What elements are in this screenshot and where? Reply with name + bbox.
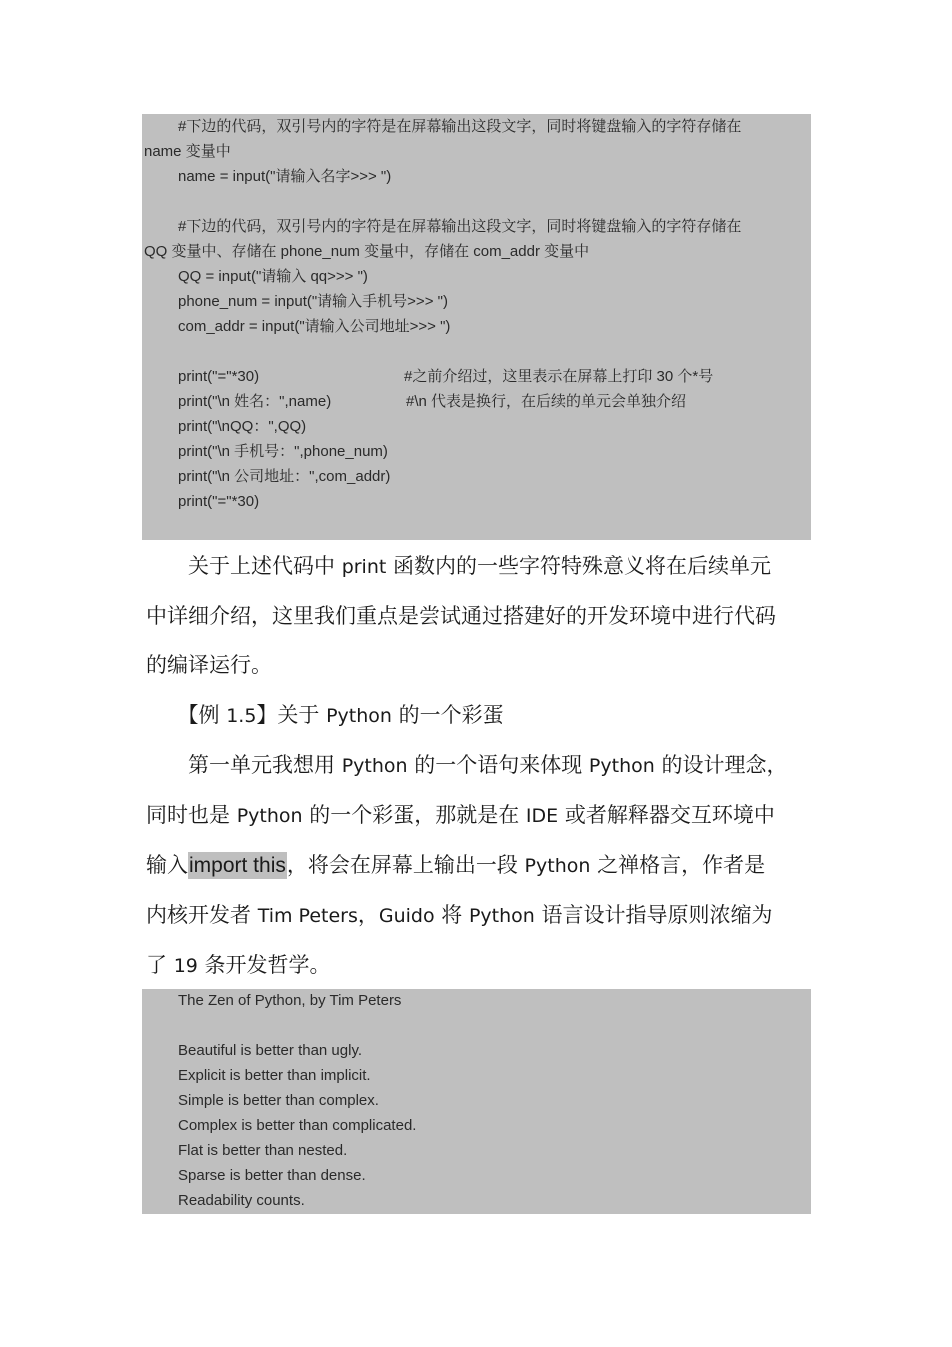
code-block-zen-of-python (142, 989, 811, 1214)
code-line: QQ = input("请输入 qq>>> ") (178, 268, 368, 285)
paragraph-line: 第一单元我想用 Python 的一个语句来体现 Python 的设计理念， (146, 753, 788, 777)
paragraph-line: 输入import this，将会在屏幕上输出一段 Python 之禅格言，作者是 (146, 853, 766, 877)
zen-line: Flat is better than nested. (178, 1142, 348, 1159)
code-line: print("\n 手机号：",phone_num) (178, 443, 388, 460)
code-inline-comment: #\n 代表是换行，在后续的单元会单独介绍 (406, 393, 687, 410)
code-line: phone_num = input("请输入手机号>>> ") (178, 293, 448, 310)
zen-title: The Zen of Python, by Tim Peters (178, 992, 402, 1009)
code-line: print("="*30) (178, 368, 260, 385)
paragraph-line: 中详细介绍，这里我们重点是尝试通过搭建好的开发环境中进行代码 (146, 604, 776, 628)
code-block-user-input (142, 114, 811, 540)
code-inline-comment: #之前介绍过，这里表示在屏幕上打印 30 个*号 (404, 368, 714, 385)
example-heading: 【例 1.5】关于 Python 的一个彩蛋 (146, 703, 504, 727)
code-comment-line-continued: QQ 变量中、存储在 phone_num 变量中，存储在 com_addr 变量中 (144, 243, 590, 260)
code-line: com_addr = input("请输入公司地址>>> ") (178, 318, 451, 335)
inline-code-import-this: import this (189, 854, 286, 877)
paragraph-line: 内核开发者 Tim Peters，Guido 将 Python 语言设计指导原则浓缩为 (146, 903, 773, 927)
paragraph-line: 的编译运行。 (146, 653, 272, 677)
zen-line: Readability counts. (178, 1192, 305, 1209)
code-comment-line: #下边的代码，双引号内的字符是在屏幕输出这段文字，同时将键盘输入的字符存储在 (178, 218, 742, 235)
zen-line: Complex is better than complicated. (178, 1117, 417, 1134)
code-line: print("\nQQ：",QQ) (178, 418, 307, 435)
code-line: print("\n 公司地址：",com_addr) (178, 468, 391, 485)
zen-line: Explicit is better than implicit. (178, 1067, 371, 1084)
code-comment-line-continued: name 变量中 (144, 143, 231, 160)
code-line: print("="*30) (178, 493, 260, 510)
code-comment-line: #下边的代码，双引号内的字符是在屏幕输出这段文字，同时将键盘输入的字符存储在 (178, 118, 742, 135)
zen-line: Beautiful is better than ugly. (178, 1042, 362, 1059)
zen-line: Simple is better than complex. (178, 1092, 379, 1109)
code-line: name = input("请输入名字>>> ") (178, 168, 392, 185)
paragraph-line: 同时也是 Python 的一个彩蛋，那就是在 IDE 或者解释器交互环境中 (146, 803, 775, 827)
code-line: print("\n 姓名：",name) (178, 393, 332, 410)
zen-line: Sparse is better than dense. (178, 1167, 366, 1184)
paragraph-line: 了 19 条开发哲学。 (146, 953, 331, 977)
paragraph-line: 关于上述代码中 print 函数内的一些字符特殊意义将在后续单元 (146, 554, 772, 578)
